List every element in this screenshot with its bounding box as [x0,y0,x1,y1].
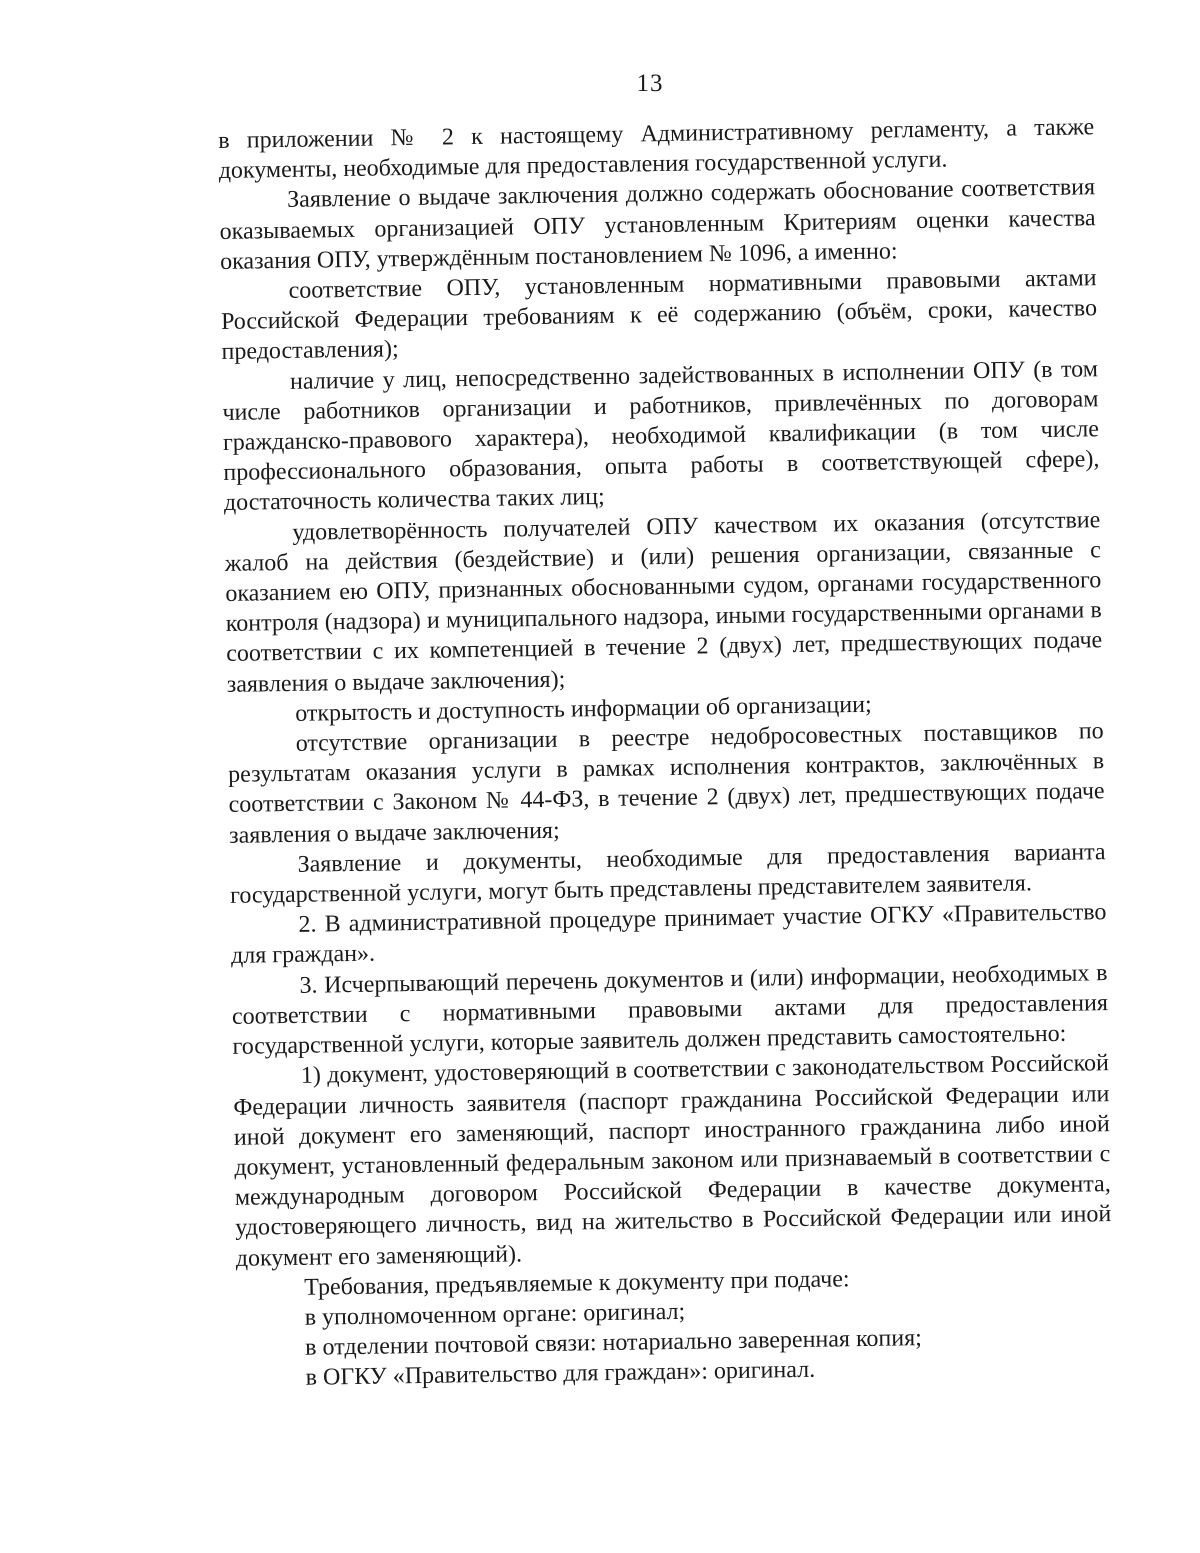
page-number: 13 [636,70,664,97]
paragraph-subitem-1: 1) документ, удостоверяющий в соответствии с законодательством Российской Федерации личность заявителя (паспорт гражданина Российской Федерации или иной документ его заменяющий, паспорт иностранного гражданина либо иной документ, установленный федеральным законом или признаваемый в соответствии с международным договором Российской Федерации в качестве документа, удостоверяющего личность, вид на жительство в Российской Федерации или иной документ его заменяющий). [233,1050,1112,1272]
paragraph-item-3: 3. Исчерпывающий перечень документов и (или) информации, необходимых в соответствии с нормативными правовыми актами для предоставления государственной услуги, которые заявитель должен представить самостоятельно: [231,959,1109,1060]
document-body [218,112,1114,1394]
paragraph-requirements: Требования, предъявляемые к документу при подаче: [304,1265,850,1301]
paragraph-criterion-qualification: наличие у лиц, непосредственно задействованных в исполнении ОПУ (в том числе работников организации и работников, привлечённых по договорам гражданско-правового характера), необходимой квалификации (в том числе профессионального образования, опыта работы в соответствующей сфере), достаточность количества таких лиц; [222,355,1100,517]
paragraph-criterion-registry: отсутствие организации в реестре недобросовестных поставщиков по результатам оказания услуги в рамках исполнения контрактов, заключённых в соответствии с Законом № 44-ФЗ, в течение 2 (двух) лет, предшествующих подаче заявления о выдаче заключения; [227,718,1105,849]
paragraph-item-2: 2. В административной процедуре принимает участие ОГКУ «Правительство для граждан». [230,899,1107,970]
paragraph-criterion-satisfaction: удовлетворённость получателей ОПУ качеством их оказания (отсутствие жалоб на действия (бездействие) и (или) решения организации, связанные с оказанием ею ОПУ, признанных обоснованными судом, органами государственного контроля (надзора) и муниципального надзора, иными государственными органами в соответствии с их компетенцией в течение 2 (двух) лет, предшествующих подаче заявления о выдаче заключения); [224,506,1103,698]
paragraph-application-content: Заявление о выдаче заключения должно содержать обоснование соответствия оказываемых организацией ОПУ установленным Критериям оценки качества оказания ОПУ, утверждённым постановлением № 1096, а именно: [219,174,1096,275]
paragraph-requirement-authority: в уполномоченном органе: оригинал; [304,1298,686,1331]
paragraph-criterion-compliance: соответствие ОПУ, установленным нормативными правовыми актами Российской Федерации требованиям к её содержанию (объём, сроки, качество предоставления); [220,265,1098,366]
paragraph-representative: Заявление и документы, необходимые для предоставления варианта государственной услуги, могут быть представлены представителем заявителя. [229,839,1106,909]
paragraph-requirement-post: в отделении почтовой связи: нотариально заверенная копия; [304,1325,923,1361]
paragraph-criterion-openness: открытость и доступность информации об организации; [295,691,872,727]
paragraph-requirement-ogku: в ОГКУ «Правительство для граждан»: оригинал. [305,1357,816,1392]
paragraph-appendix-reference: в приложении № 2 к настоящему Административному регламенту, а также документы, необходимые для предоставления государственной услуги. [218,114,1095,185]
